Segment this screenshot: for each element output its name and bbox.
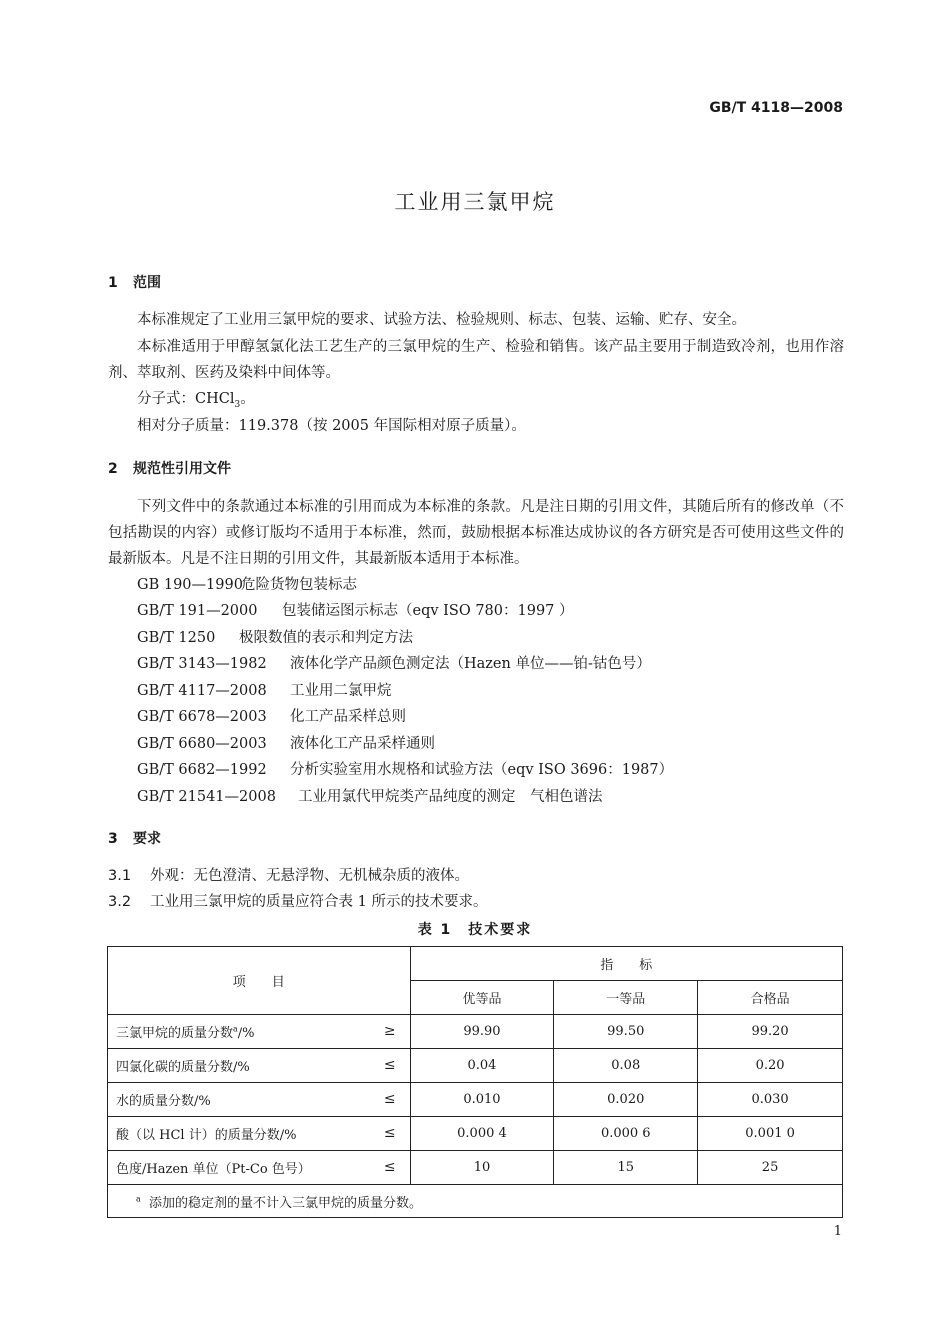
value-cell: 0.20 [698,1049,843,1083]
reference-item [137,626,413,647]
relation-symbol: ≤ [383,1125,396,1141]
reference-name: 化工产品采样总则 [290,709,406,725]
item-text: 水的质量分数/% [116,1094,211,1109]
value-cell: 0.030 [698,1083,843,1117]
section-title: 要求 [133,831,161,847]
clause-text: 外观：无色澄清、无悬浮物、无机械杂质的液体。 [150,868,469,884]
table-header-row [108,947,843,981]
item-text: 酸（以 HCl 计）的质量分数/% [116,1128,297,1143]
section-2-para: 下列文件中的条款通过本标准的引用而成为本标准的条款。凡是注日期的引用文件，其随后所有的修改单（不包括勘误的内容）或修订版均不适用于本标准，然而，鼓励根据本标准达成协议的各方研究是否可使用这些文件的最新版本。凡是不注日期的引用文件，其最新版本适用于本标准。 [108,499,844,567]
reference-name: 工业用氯代甲烷类产品纯度的测定 气相色谱法 [298,789,603,805]
row-item [108,1117,411,1151]
reference-item [137,732,435,753]
section-3-heading [108,828,161,848]
reference-code: GB/T 191—2000 [137,603,258,619]
section-title: 规范性引用文件 [133,461,231,477]
relation-symbol: ≤ [383,1091,396,1107]
reference-code: GB/T 21541—2008 [137,789,276,805]
row-item [108,1015,411,1049]
reference-code: GB/T 3143—1982 [137,656,267,672]
section-number: 3 [108,831,118,847]
section-number: 1 [108,275,118,291]
reference-name: 液体化学产品颜色测定法（Hazen 单位——铂-钴色号） [290,656,651,672]
reference-name: 极限数值的表示和判定方法 [239,630,413,646]
document-title: 工业用三氯甲烷 [394,190,556,214]
reference-name: 工业用二氯甲烷 [290,683,392,699]
section-1-para-1: 本标准规定了工业用三氯甲烷的要求、试验方法、检验规则、标志、包装、运输、贮存、安全。 [137,312,746,328]
reference-item [137,679,392,700]
molar-mass: 相对分子质量：119.378（按 2005 年国际相对原子质量）。 [137,418,526,434]
reference-code: GB/T 6680—2003 [137,736,267,752]
technical-requirements-table [107,946,843,1218]
value-cell: 99.20 [698,1015,843,1049]
value-cell: 0.08 [554,1049,698,1083]
item-text: 三氯甲烷的质量分数 [116,1026,234,1041]
formula-label: 分子式：CHCl [137,391,235,407]
reference-item [137,573,357,594]
reference-code: GB/T 4117—2008 [137,683,267,699]
grade-header: 一等品 [554,981,698,1015]
clause-number: 3.2 [108,894,132,910]
reference-name: 包装储运图示标志（eqv ISO 780：1997 ） [282,603,574,619]
value-cell: 25 [698,1151,843,1185]
section-number: 2 [108,461,118,477]
table-row [108,1083,843,1117]
value-cell: 0.04 [410,1049,554,1083]
grade-header: 合格品 [698,981,843,1015]
value-cell: 0.000 4 [410,1117,554,1151]
row-item [108,1083,411,1117]
reference-code: GB/T 1250 [137,630,216,646]
table-row [108,1049,843,1083]
footnote-text: 添加的稳定剂的量不计入三氯甲烷的质量分数。 [149,1195,423,1211]
footnote-marker: a [233,1024,238,1034]
formula-end: 。 [240,391,255,407]
table-footnote [108,1185,843,1218]
relation-symbol: ≥ [383,1023,396,1039]
reference-item [137,599,574,620]
relation-symbol: ≤ [383,1057,396,1073]
value-cell: 0.020 [554,1083,698,1117]
clause-3-2 [108,890,487,911]
section-title: 范围 [133,275,161,291]
value-cell: 99.50 [554,1015,698,1049]
reference-item [137,758,673,779]
value-cell: 15 [554,1151,698,1185]
standard-code: GB/T 4118—2008 [709,100,843,116]
header-item: 项 目 [108,947,411,1015]
reference-code: GB/T 6678—2003 [137,709,267,725]
table-caption: 表 1 技术要求 [417,922,533,938]
table-row [108,1117,843,1151]
header-index: 指 标 [410,947,842,981]
value-cell: 0.001 0 [698,1117,843,1151]
reference-code: GB 190—1990 [137,577,243,593]
formula-subscript: 3 [234,399,241,410]
reference-name: 危险货物包装标志 [241,577,357,593]
row-item [108,1049,411,1083]
item-text: 四氯化碳的质量分数/% [116,1060,250,1075]
row-item [108,1151,411,1185]
reference-item [137,705,406,726]
reference-item [137,652,651,673]
relation-symbol: ≤ [383,1159,396,1175]
clause-3-1 [108,864,469,885]
section-2-heading [108,458,231,478]
reference-code: GB/T 6682—1992 [137,762,267,778]
item-text: 色度/Hazen 单位（Pt-Co 色号） [116,1162,311,1177]
reference-name: 分析实验室用水规格和试验方法（eqv ISO 3696：1987） [290,762,674,778]
value-cell: 0.000 6 [554,1117,698,1151]
clause-text: 工业用三氯甲烷的质量应符合表 1 所示的技术要求。 [150,894,488,910]
reference-item [137,785,603,806]
value-cell: 0.010 [410,1083,554,1117]
page-number: 1 [833,1224,842,1239]
molecular-formula [137,387,255,410]
grade-header: 优等品 [410,981,554,1015]
table-row [108,1151,843,1185]
table-row [108,1015,843,1049]
section-1-para-2: 本标准适用于甲醇氢氯化法工艺生产的三氯甲烷的生产、检验和销售。该产品主要用于制造致冷剂，也用作溶剂、萃取剂、医药及染料中间体等。 [108,339,844,381]
reference-name: 液体化工产品采样通则 [290,736,435,752]
footnote-marker: a [136,1194,141,1204]
value-cell: 10 [410,1151,554,1185]
clause-number: 3.1 [108,868,132,884]
table-footnote-row [108,1185,843,1218]
value-cell: 99.90 [410,1015,554,1049]
section-1-heading [108,272,161,292]
item-unit: /% [237,1026,255,1041]
